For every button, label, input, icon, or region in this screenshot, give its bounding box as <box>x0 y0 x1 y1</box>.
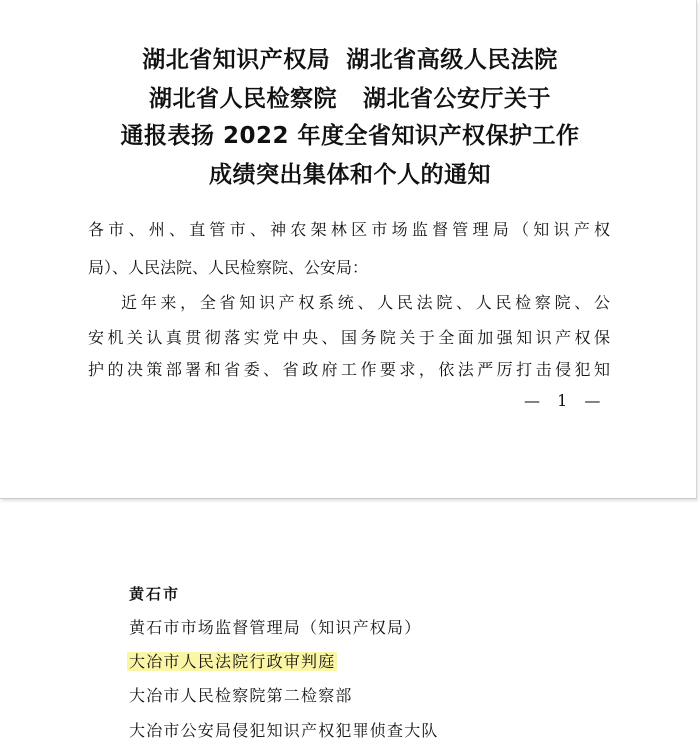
title-line-1 <box>0 45 700 75</box>
city-heading: 黄石市 <box>129 585 181 603</box>
issuer-name: 湖北省高级人民法院 <box>346 47 558 73</box>
document-page-2 <box>0 512 700 755</box>
page-number: — 1 — <box>524 391 607 410</box>
issuer-name: 湖北省人民检察院 <box>149 86 337 112</box>
title-line-2 <box>0 84 700 114</box>
issuer-name: 湖北省知识产权局 <box>142 47 331 73</box>
title-line-3: 通报表扬 2022 年度全省知识产权保护工作 <box>120 123 580 149</box>
highlight-mark: 大冶市人民法院行政审判庭 <box>129 652 336 671</box>
list-item: 大冶市人民检察院第二检察部 <box>129 686 353 705</box>
paragraph-line: 护的决策部署和省委、省政府工作要求，依法严厉打击侵犯知 <box>88 360 610 379</box>
addressee-line: 各市、州、直管市、神农架林区市场监督管理局（知识产权 <box>88 220 610 239</box>
addressee-line: 局）、人民法院、人民检察院、公安局： <box>88 258 369 277</box>
paragraph-line: 安机关认真贯彻落实党中央、国务院关于全面加强知识产权保 <box>88 328 610 347</box>
title-line-4: 成绩突出集体和个人的通知 <box>209 162 491 188</box>
paragraph-line: 近年来，全省知识产权系统、人民法院、人民检察院、公 <box>121 293 610 312</box>
list-item: 黄石市市场监督管理局（知识产权局） <box>129 618 422 637</box>
issuer-name: 湖北省公安厅关于 <box>363 86 551 112</box>
list-item: 大冶市公安局侵犯知识产权犯罪侦查大队 <box>129 721 439 740</box>
list-item-highlighted <box>129 651 337 673</box>
